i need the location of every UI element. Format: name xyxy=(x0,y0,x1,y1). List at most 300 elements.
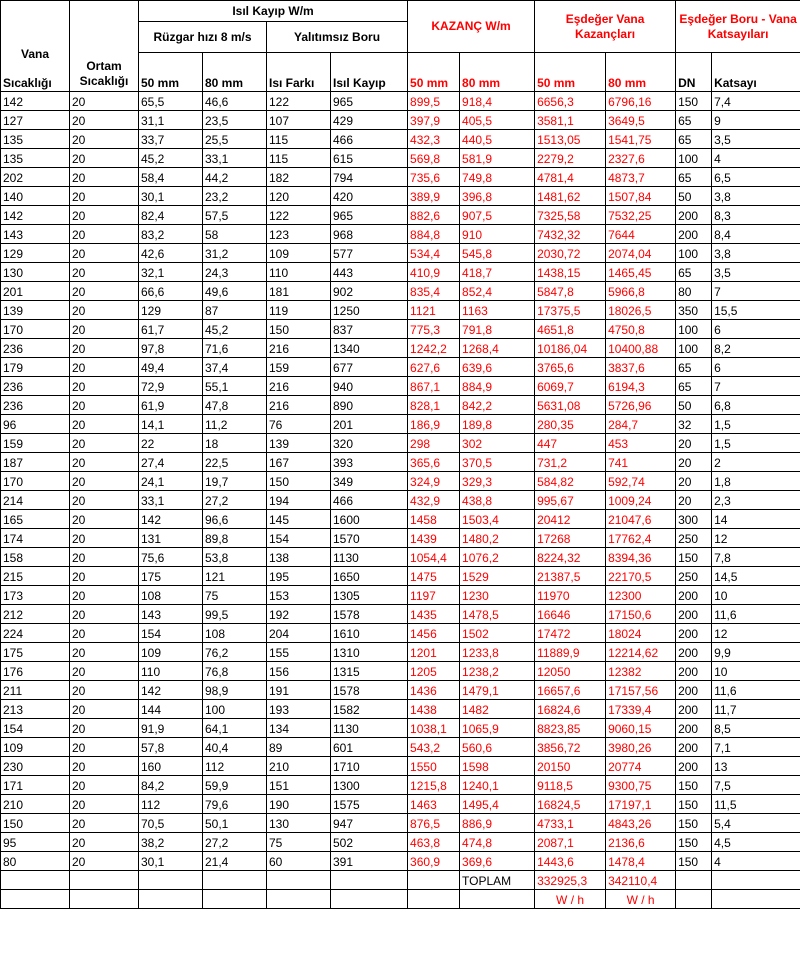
cell-ortam-sicakligi: 20 xyxy=(70,529,139,548)
cell-kazanc-50mm: 1242,2 xyxy=(408,339,460,358)
cell-isil-kayip: 1610 xyxy=(331,624,408,643)
cell-dn: 20 xyxy=(676,472,712,491)
cell-vana-sicakligi: 135 xyxy=(1,130,70,149)
cell-katsayi: 8,2 xyxy=(712,339,800,358)
cell-kazanc-80mm: 396,8 xyxy=(460,187,535,206)
cell-katsayi: 8,4 xyxy=(712,225,800,244)
cell-esdeger-vana-80mm: 2074,04 xyxy=(606,244,676,263)
footer-empty-cell xyxy=(676,890,712,909)
cell-kayip-80mm: 27,2 xyxy=(203,491,267,510)
cell-kayip-50mm: 61,9 xyxy=(139,396,203,415)
cell-esdeger-vana-80mm: 17339,4 xyxy=(606,700,676,719)
cell-katsayi: 11,6 xyxy=(712,605,800,624)
cell-isil-kayip: 1300 xyxy=(331,776,408,795)
cell-ortam-sicakligi: 20 xyxy=(70,377,139,396)
cell-dn: 200 xyxy=(676,586,712,605)
cell-ortam-sicakligi: 20 xyxy=(70,738,139,757)
cell-katsayi: 3,5 xyxy=(712,130,800,149)
cell-vana-sicakligi: 95 xyxy=(1,833,70,852)
cell-katsayi: 3,5 xyxy=(712,263,800,282)
table-row xyxy=(1,700,800,719)
cell-kazanc-50mm: 899,5 xyxy=(408,92,460,111)
cell-vana-sicakligi: 212 xyxy=(1,605,70,624)
cell-vana-sicakligi: 224 xyxy=(1,624,70,643)
cell-dn: 200 xyxy=(676,700,712,719)
cell-kazanc-80mm: 886,9 xyxy=(460,814,535,833)
cell-katsayi: 11,7 xyxy=(712,700,800,719)
cell-isi-farki: 76 xyxy=(267,415,331,434)
cell-dn: 32 xyxy=(676,415,712,434)
cell-kayip-80mm: 75 xyxy=(203,586,267,605)
cell-kayip-50mm: 33,7 xyxy=(139,130,203,149)
cell-kazanc-80mm: 1233,8 xyxy=(460,643,535,662)
cell-dn: 150 xyxy=(676,852,712,871)
cell-kazanc-50mm: 1463 xyxy=(408,795,460,814)
table-row xyxy=(1,206,800,225)
cell-kazanc-80mm: 560,6 xyxy=(460,738,535,757)
cell-ortam-sicakligi: 20 xyxy=(70,795,139,814)
cell-esdeger-vana-50mm: 11970 xyxy=(535,586,606,605)
cell-kazanc-50mm: 1458 xyxy=(408,510,460,529)
cell-isil-kayip: 1710 xyxy=(331,757,408,776)
header-yalitimsiz: Yalıtımsız Boru xyxy=(267,22,408,53)
cell-ortam-sicakligi: 20 xyxy=(70,852,139,871)
footer-empty-cell xyxy=(408,871,460,890)
cell-esdeger-vana-50mm: 3581,1 xyxy=(535,111,606,130)
cell-kayip-80mm: 100 xyxy=(203,700,267,719)
cell-dn: 350 xyxy=(676,301,712,320)
footer-empty-cell xyxy=(676,871,712,890)
cell-esdeger-vana-80mm: 4750,8 xyxy=(606,320,676,339)
cell-esdeger-vana-80mm: 1541,75 xyxy=(606,130,676,149)
cell-isil-kayip: 940 xyxy=(331,377,408,396)
cell-ortam-sicakligi: 20 xyxy=(70,168,139,187)
cell-esdeger-vana-50mm: 5847,8 xyxy=(535,282,606,301)
cell-kayip-50mm: 30,1 xyxy=(139,852,203,871)
cell-vana-sicakligi: 236 xyxy=(1,396,70,415)
cell-kayip-80mm: 21,4 xyxy=(203,852,267,871)
cell-esdeger-vana-80mm: 4843,26 xyxy=(606,814,676,833)
cell-kayip-80mm: 59,9 xyxy=(203,776,267,795)
cell-katsayi: 6 xyxy=(712,320,800,339)
cell-kayip-50mm: 61,7 xyxy=(139,320,203,339)
cell-kazanc-80mm: 842,2 xyxy=(460,396,535,415)
cell-kazanc-80mm: 749,8 xyxy=(460,168,535,187)
cell-esdeger-vana-50mm: 9118,5 xyxy=(535,776,606,795)
cell-ortam-sicakligi: 20 xyxy=(70,339,139,358)
cell-isil-kayip: 1305 xyxy=(331,586,408,605)
cell-kazanc-80mm: 910 xyxy=(460,225,535,244)
cell-isi-farki: 107 xyxy=(267,111,331,130)
cell-kazanc-80mm: 1478,5 xyxy=(460,605,535,624)
cell-kayip-50mm: 66,6 xyxy=(139,282,203,301)
table-row xyxy=(1,396,800,415)
cell-ortam-sicakligi: 20 xyxy=(70,624,139,643)
table-row xyxy=(1,282,800,301)
cell-dn: 65 xyxy=(676,111,712,130)
cell-esdeger-vana-80mm: 592,74 xyxy=(606,472,676,491)
cell-katsayi: 13 xyxy=(712,757,800,776)
cell-kayip-50mm: 160 xyxy=(139,757,203,776)
cell-ortam-sicakligi: 20 xyxy=(70,662,139,681)
footer-empty-cell xyxy=(267,871,331,890)
table-row xyxy=(1,719,800,738)
cell-esdeger-vana-50mm: 1438,15 xyxy=(535,263,606,282)
footer-empty-cell xyxy=(460,890,535,909)
cell-kayip-80mm: 33,1 xyxy=(203,149,267,168)
cell-kayip-80mm: 19,7 xyxy=(203,472,267,491)
cell-isi-farki: 115 xyxy=(267,130,331,149)
cell-isi-farki: 195 xyxy=(267,567,331,586)
cell-kayip-50mm: 143 xyxy=(139,605,203,624)
cell-kazanc-50mm: 1215,8 xyxy=(408,776,460,795)
cell-kayip-80mm: 55,1 xyxy=(203,377,267,396)
table-row xyxy=(1,814,800,833)
cell-kazanc-50mm: 463,8 xyxy=(408,833,460,852)
cell-isi-farki: 151 xyxy=(267,776,331,795)
table-row xyxy=(1,548,800,567)
cell-isi-farki: 154 xyxy=(267,529,331,548)
cell-ortam-sicakligi: 20 xyxy=(70,643,139,662)
cell-kayip-80mm: 24,3 xyxy=(203,263,267,282)
cell-kayip-50mm: 97,8 xyxy=(139,339,203,358)
cell-vana-sicakligi: 96 xyxy=(1,415,70,434)
table-row xyxy=(1,168,800,187)
cell-isi-farki: 122 xyxy=(267,92,331,111)
cell-ortam-sicakligi: 20 xyxy=(70,719,139,738)
table-row xyxy=(1,662,800,681)
cell-isi-farki: 192 xyxy=(267,605,331,624)
cell-kazanc-80mm: 1065,9 xyxy=(460,719,535,738)
cell-isi-farki: 190 xyxy=(267,795,331,814)
cell-kayip-50mm: 14,1 xyxy=(139,415,203,434)
cell-kayip-80mm: 53,8 xyxy=(203,548,267,567)
header-esdeger-vana: Eşdeğer Vana Kazançları xyxy=(535,1,676,53)
cell-isi-farki: 153 xyxy=(267,586,331,605)
cell-kazanc-80mm: 791,8 xyxy=(460,320,535,339)
cell-dn: 200 xyxy=(676,681,712,700)
cell-esdeger-vana-80mm: 1465,45 xyxy=(606,263,676,282)
cell-kayip-50mm: 82,4 xyxy=(139,206,203,225)
header-vana-bottom: Sıcaklığı xyxy=(3,76,52,90)
cell-dn: 150 xyxy=(676,92,712,111)
cell-kazanc-80mm: 1076,2 xyxy=(460,548,535,567)
cell-katsayi: 1,8 xyxy=(712,472,800,491)
cell-kazanc-80mm: 884,9 xyxy=(460,377,535,396)
cell-kazanc-50mm: 1197 xyxy=(408,586,460,605)
cell-isi-farki: 115 xyxy=(267,149,331,168)
cell-esdeger-vana-50mm: 584,82 xyxy=(535,472,606,491)
cell-kazanc-50mm: 1205 xyxy=(408,662,460,681)
cell-katsayi: 3,8 xyxy=(712,187,800,206)
cell-kazanc-50mm: 324,9 xyxy=(408,472,460,491)
cell-kazanc-50mm: 365,6 xyxy=(408,453,460,472)
cell-vana-sicakligi: 176 xyxy=(1,662,70,681)
cell-kazanc-50mm: 432,9 xyxy=(408,491,460,510)
cell-esdeger-vana-50mm: 7325,58 xyxy=(535,206,606,225)
cell-kayip-80mm: 57,5 xyxy=(203,206,267,225)
cell-kayip-50mm: 142 xyxy=(139,510,203,529)
cell-vana-sicakligi: 154 xyxy=(1,719,70,738)
cell-katsayi: 7,1 xyxy=(712,738,800,757)
header-kazanc-50mm: 50 mm xyxy=(408,53,460,92)
cell-esdeger-vana-80mm: 17762,4 xyxy=(606,529,676,548)
cell-esdeger-vana-50mm: 12050 xyxy=(535,662,606,681)
cell-esdeger-vana-50mm: 4733,1 xyxy=(535,814,606,833)
cell-isil-kayip: 466 xyxy=(331,130,408,149)
cell-esdeger-vana-50mm: 17472 xyxy=(535,624,606,643)
cell-kayip-50mm: 83,2 xyxy=(139,225,203,244)
cell-katsayi: 14 xyxy=(712,510,800,529)
cell-kayip-80mm: 58 xyxy=(203,225,267,244)
cell-katsayi: 9,9 xyxy=(712,643,800,662)
cell-kazanc-50mm: 828,1 xyxy=(408,396,460,415)
cell-isil-kayip: 1575 xyxy=(331,795,408,814)
cell-vana-sicakligi: 143 xyxy=(1,225,70,244)
cell-isil-kayip: 890 xyxy=(331,396,408,415)
cell-esdeger-vana-80mm: 284,7 xyxy=(606,415,676,434)
cell-katsayi: 7,8 xyxy=(712,548,800,567)
cell-kazanc-50mm: 876,5 xyxy=(408,814,460,833)
cell-ortam-sicakligi: 20 xyxy=(70,415,139,434)
cell-isil-kayip: 320 xyxy=(331,434,408,453)
cell-kayip-50mm: 57,8 xyxy=(139,738,203,757)
cell-dn: 65 xyxy=(676,130,712,149)
table-row xyxy=(1,358,800,377)
cell-dn: 250 xyxy=(676,567,712,586)
cell-kayip-80mm: 45,2 xyxy=(203,320,267,339)
cell-kazanc-50mm: 397,9 xyxy=(408,111,460,130)
cell-kazanc-80mm: 1240,1 xyxy=(460,776,535,795)
cell-ortam-sicakligi: 20 xyxy=(70,282,139,301)
cell-esdeger-vana-50mm: 17268 xyxy=(535,529,606,548)
cell-dn: 65 xyxy=(676,263,712,282)
cell-esdeger-vana-80mm: 8394,36 xyxy=(606,548,676,567)
cell-isi-farki: 155 xyxy=(267,643,331,662)
cell-kayip-80mm: 50,1 xyxy=(203,814,267,833)
cell-kazanc-80mm: 440,5 xyxy=(460,130,535,149)
cell-isi-farki: 150 xyxy=(267,320,331,339)
cell-esdeger-vana-80mm: 17157,56 xyxy=(606,681,676,700)
cell-dn: 200 xyxy=(676,719,712,738)
toplam-50mm: 332925,3 xyxy=(535,871,606,890)
cell-kayip-50mm: 22 xyxy=(139,434,203,453)
cell-isi-farki: 156 xyxy=(267,662,331,681)
cell-ortam-sicakligi: 20 xyxy=(70,681,139,700)
cell-kazanc-80mm: 302 xyxy=(460,434,535,453)
cell-esdeger-vana-50mm: 2087,1 xyxy=(535,833,606,852)
cell-katsayi: 2 xyxy=(712,453,800,472)
cell-vana-sicakligi: 158 xyxy=(1,548,70,567)
header-esdeger-boru: Eşdeğer Boru - Vana Katsayıları xyxy=(676,1,800,53)
cell-esdeger-vana-50mm: 11889,9 xyxy=(535,643,606,662)
cell-kazanc-50mm: 884,8 xyxy=(408,225,460,244)
table-row xyxy=(1,738,800,757)
cell-esdeger-vana-80mm: 5726,96 xyxy=(606,396,676,415)
cell-kayip-50mm: 45,2 xyxy=(139,149,203,168)
cell-kazanc-50mm: 298 xyxy=(408,434,460,453)
cell-isil-kayip: 502 xyxy=(331,833,408,852)
table-row xyxy=(1,586,800,605)
cell-isi-farki: 138 xyxy=(267,548,331,567)
footer-row xyxy=(1,871,800,890)
footer-empty-cell xyxy=(139,871,203,890)
cell-vana-sicakligi: 142 xyxy=(1,92,70,111)
cell-esdeger-vana-80mm: 17150,6 xyxy=(606,605,676,624)
cell-ortam-sicakligi: 20 xyxy=(70,757,139,776)
cell-isil-kayip: 420 xyxy=(331,187,408,206)
cell-isi-farki: 216 xyxy=(267,377,331,396)
table-row xyxy=(1,776,800,795)
cell-vana-sicakligi: 127 xyxy=(1,111,70,130)
cell-esdeger-vana-80mm: 22170,5 xyxy=(606,567,676,586)
cell-esdeger-vana-80mm: 9060,15 xyxy=(606,719,676,738)
cell-kayip-50mm: 70,5 xyxy=(139,814,203,833)
table-row xyxy=(1,415,800,434)
cell-kayip-80mm: 76,8 xyxy=(203,662,267,681)
footer-empty-cell xyxy=(203,871,267,890)
cell-ortam-sicakligi: 20 xyxy=(70,700,139,719)
cell-isi-farki: 139 xyxy=(267,434,331,453)
cell-kayip-50mm: 75,6 xyxy=(139,548,203,567)
cell-kayip-80mm: 108 xyxy=(203,624,267,643)
cell-esdeger-vana-50mm: 731,2 xyxy=(535,453,606,472)
table-row xyxy=(1,263,800,282)
cell-isi-farki: 216 xyxy=(267,396,331,415)
cell-isil-kayip: 1310 xyxy=(331,643,408,662)
table-row xyxy=(1,510,800,529)
cell-kazanc-50mm: 882,6 xyxy=(408,206,460,225)
cell-esdeger-vana-50mm: 10186,04 xyxy=(535,339,606,358)
cell-isi-farki: 194 xyxy=(267,491,331,510)
table-row xyxy=(1,681,800,700)
cell-esdeger-vana-80mm: 12300 xyxy=(606,586,676,605)
cell-dn: 65 xyxy=(676,168,712,187)
table-row xyxy=(1,320,800,339)
cell-esdeger-vana-50mm: 280,35 xyxy=(535,415,606,434)
cell-esdeger-vana-80mm: 741 xyxy=(606,453,676,472)
header-esdeger-80mm: 80 mm xyxy=(606,53,676,92)
table-row xyxy=(1,567,800,586)
cell-kayip-80mm: 25,5 xyxy=(203,130,267,149)
cell-kayip-80mm: 98,9 xyxy=(203,681,267,700)
cell-kazanc-50mm: 735,6 xyxy=(408,168,460,187)
cell-kayip-80mm: 11,2 xyxy=(203,415,267,434)
cell-isil-kayip: 201 xyxy=(331,415,408,434)
cell-isi-farki: 216 xyxy=(267,339,331,358)
table-row xyxy=(1,529,800,548)
cell-kayip-50mm: 24,1 xyxy=(139,472,203,491)
cell-katsayi: 8,5 xyxy=(712,719,800,738)
cell-isi-farki: 159 xyxy=(267,358,331,377)
cell-kazanc-80mm: 405,5 xyxy=(460,111,535,130)
cell-kazanc-50mm: 534,4 xyxy=(408,244,460,263)
cell-kazanc-50mm: 1439 xyxy=(408,529,460,548)
cell-ortam-sicakligi: 20 xyxy=(70,814,139,833)
cell-kayip-50mm: 38,2 xyxy=(139,833,203,852)
cell-kazanc-50mm: 1121 xyxy=(408,301,460,320)
cell-vana-sicakligi: 210 xyxy=(1,795,70,814)
cell-esdeger-vana-80mm: 2327,6 xyxy=(606,149,676,168)
cell-kazanc-80mm: 438,8 xyxy=(460,491,535,510)
cell-kayip-50mm: 108 xyxy=(139,586,203,605)
cell-dn: 200 xyxy=(676,643,712,662)
cell-kayip-50mm: 32,1 xyxy=(139,263,203,282)
cell-ortam-sicakligi: 20 xyxy=(70,567,139,586)
cell-katsayi: 7,5 xyxy=(712,776,800,795)
cell-dn: 200 xyxy=(676,225,712,244)
cell-isil-kayip: 1578 xyxy=(331,681,408,700)
cell-ortam-sicakligi: 20 xyxy=(70,453,139,472)
unit-80mm: W / h xyxy=(606,890,676,909)
cell-isil-kayip: 349 xyxy=(331,472,408,491)
cell-isil-kayip: 393 xyxy=(331,453,408,472)
cell-kazanc-50mm: 1475 xyxy=(408,567,460,586)
table-row xyxy=(1,453,800,472)
cell-dn: 150 xyxy=(676,814,712,833)
cell-esdeger-vana-50mm: 16646 xyxy=(535,605,606,624)
cell-kayip-50mm: 65,5 xyxy=(139,92,203,111)
cell-kayip-80mm: 40,4 xyxy=(203,738,267,757)
cell-kazanc-80mm: 1482 xyxy=(460,700,535,719)
cell-isil-kayip: 615 xyxy=(331,149,408,168)
cell-esdeger-vana-50mm: 6656,3 xyxy=(535,92,606,111)
cell-kazanc-80mm: 581,9 xyxy=(460,149,535,168)
cell-esdeger-vana-50mm: 16824,6 xyxy=(535,700,606,719)
cell-esdeger-vana-80mm: 21047,6 xyxy=(606,510,676,529)
cell-esdeger-vana-50mm: 995,67 xyxy=(535,491,606,510)
cell-dn: 65 xyxy=(676,377,712,396)
cell-vana-sicakligi: 236 xyxy=(1,339,70,358)
cell-ortam-sicakligi: 20 xyxy=(70,358,139,377)
cell-esdeger-vana-50mm: 16657,6 xyxy=(535,681,606,700)
cell-vana-sicakligi: 201 xyxy=(1,282,70,301)
cell-vana-sicakligi: 109 xyxy=(1,738,70,757)
cell-katsayi: 3,8 xyxy=(712,244,800,263)
cell-kazanc-50mm: 1054,4 xyxy=(408,548,460,567)
cell-dn: 50 xyxy=(676,396,712,415)
cell-esdeger-vana-80mm: 3837,6 xyxy=(606,358,676,377)
cell-isi-farki: 119 xyxy=(267,301,331,320)
cell-kazanc-80mm: 329,3 xyxy=(460,472,535,491)
footer-empty-cell xyxy=(70,871,139,890)
cell-kayip-50mm: 129 xyxy=(139,301,203,320)
cell-dn: 150 xyxy=(676,833,712,852)
cell-katsayi: 6,8 xyxy=(712,396,800,415)
cell-isil-kayip: 794 xyxy=(331,168,408,187)
cell-esdeger-vana-80mm: 12214,62 xyxy=(606,643,676,662)
cell-esdeger-vana-80mm: 18024 xyxy=(606,624,676,643)
cell-isil-kayip: 391 xyxy=(331,852,408,871)
cell-ortam-sicakligi: 20 xyxy=(70,225,139,244)
cell-kayip-50mm: 112 xyxy=(139,795,203,814)
cell-esdeger-vana-80mm: 3980,26 xyxy=(606,738,676,757)
cell-vana-sicakligi: 214 xyxy=(1,491,70,510)
cell-kazanc-50mm: 775,3 xyxy=(408,320,460,339)
cell-kazanc-50mm: 1438 xyxy=(408,700,460,719)
cell-esdeger-vana-50mm: 1443,6 xyxy=(535,852,606,871)
cell-dn: 100 xyxy=(676,339,712,358)
header-ruzgar: Rüzgar hızı 8 m/s xyxy=(139,22,267,53)
cell-kazanc-80mm: 370,5 xyxy=(460,453,535,472)
cell-vana-sicakligi: 142 xyxy=(1,206,70,225)
table-row xyxy=(1,244,800,263)
footer-empty-cell xyxy=(712,871,800,890)
cell-kazanc-80mm: 1479,1 xyxy=(460,681,535,700)
cell-kayip-80mm: 49,6 xyxy=(203,282,267,301)
toplam-label: TOPLAM xyxy=(460,871,535,890)
cell-kazanc-50mm: 1456 xyxy=(408,624,460,643)
